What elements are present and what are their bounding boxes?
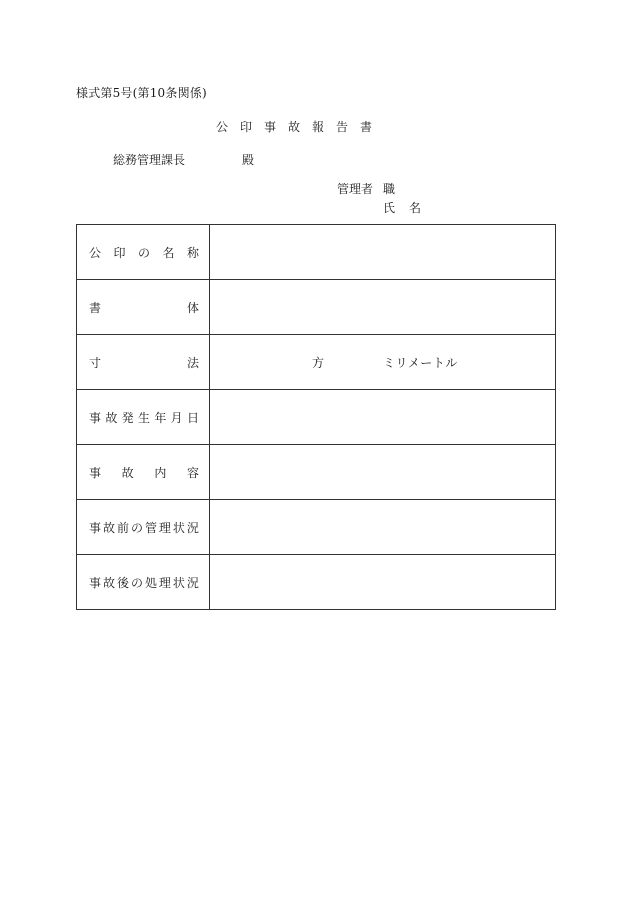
label-char: 印 — [113, 245, 126, 260]
label-char: 容 — [186, 465, 199, 480]
row-label — [77, 500, 210, 555]
manager-block — [337, 180, 421, 218]
document-title: 公 印 事 故 報 告 書 — [216, 120, 373, 134]
incident-details-field[interactable] — [210, 445, 556, 500]
row-label-text — [89, 244, 199, 261]
row-label-text — [89, 409, 199, 426]
label-char: 生 — [137, 410, 150, 425]
table-row — [77, 500, 556, 555]
row-label-text — [89, 299, 199, 316]
label-char: 管 — [144, 520, 157, 535]
manager-position-line — [337, 180, 421, 199]
label-char: 状 — [172, 575, 185, 590]
addressee: 総務管理課長 — [113, 153, 186, 167]
row-label — [77, 390, 210, 445]
square-unit-label: 方 — [312, 356, 325, 370]
honorific: 殿 — [242, 153, 255, 167]
row-label — [77, 335, 210, 390]
row-label-text — [89, 519, 199, 536]
millimeter-unit-label: ミリメートル — [383, 356, 458, 370]
label-char: 法 — [186, 355, 199, 370]
label-char: 故 — [102, 520, 115, 535]
seal-name-field[interactable] — [210, 225, 556, 280]
label-char: 発 — [121, 410, 134, 425]
label-char: 事 — [89, 410, 102, 425]
name-label-2: 名 — [409, 201, 422, 215]
table-row — [77, 445, 556, 500]
label-char: の — [130, 520, 143, 535]
table-row — [77, 280, 556, 335]
label-char: 寸 — [89, 355, 102, 370]
row-label — [77, 445, 210, 500]
label-char: 事 — [89, 575, 102, 590]
table-row — [77, 225, 556, 280]
table-row — [77, 390, 556, 445]
row-label — [77, 225, 210, 280]
label-char: 前 — [116, 520, 129, 535]
typeface-field[interactable] — [210, 280, 556, 335]
label-char: の — [130, 575, 143, 590]
row-label — [77, 280, 210, 335]
label-char: 況 — [186, 520, 199, 535]
label-char: 故 — [102, 575, 115, 590]
label-char: 名 — [162, 245, 175, 260]
position-label: 職 — [383, 182, 396, 196]
label-char: の — [137, 245, 150, 260]
label-char: 理 — [158, 575, 171, 590]
table-row — [77, 335, 556, 390]
label-char: 月 — [170, 410, 183, 425]
label-char: 称 — [186, 245, 199, 260]
label-char: 事 — [89, 465, 102, 480]
pre-incident-management-field[interactable] — [210, 500, 556, 555]
label-char: 後 — [116, 575, 129, 590]
row-label-text — [89, 464, 199, 481]
manager-label: 管理者 — [337, 182, 374, 196]
label-char: 書 — [89, 300, 102, 315]
label-char: 事 — [89, 520, 102, 535]
report-table — [76, 224, 556, 610]
dimension-field[interactable] — [210, 335, 556, 390]
form-number: 様式第5号(第10条関係) — [76, 86, 207, 100]
label-char: 日 — [186, 410, 199, 425]
row-label-text — [89, 354, 199, 371]
incident-date-field[interactable] — [210, 390, 556, 445]
label-char: 年 — [154, 410, 167, 425]
post-incident-handling-field[interactable] — [210, 555, 556, 610]
label-char: 況 — [186, 575, 199, 590]
label-char: 故 — [105, 410, 118, 425]
label-char: 内 — [154, 465, 167, 480]
label-char: 処 — [144, 575, 157, 590]
name-label-1: 氏 — [383, 201, 396, 215]
label-char: 故 — [121, 465, 134, 480]
label-char: 体 — [186, 300, 199, 315]
label-char: 理 — [158, 520, 171, 535]
label-char: 状 — [172, 520, 185, 535]
row-label — [77, 555, 210, 610]
row-label-text — [89, 574, 199, 591]
manager-name-line — [337, 199, 421, 218]
label-char: 公 — [89, 245, 102, 260]
table-row — [77, 555, 556, 610]
